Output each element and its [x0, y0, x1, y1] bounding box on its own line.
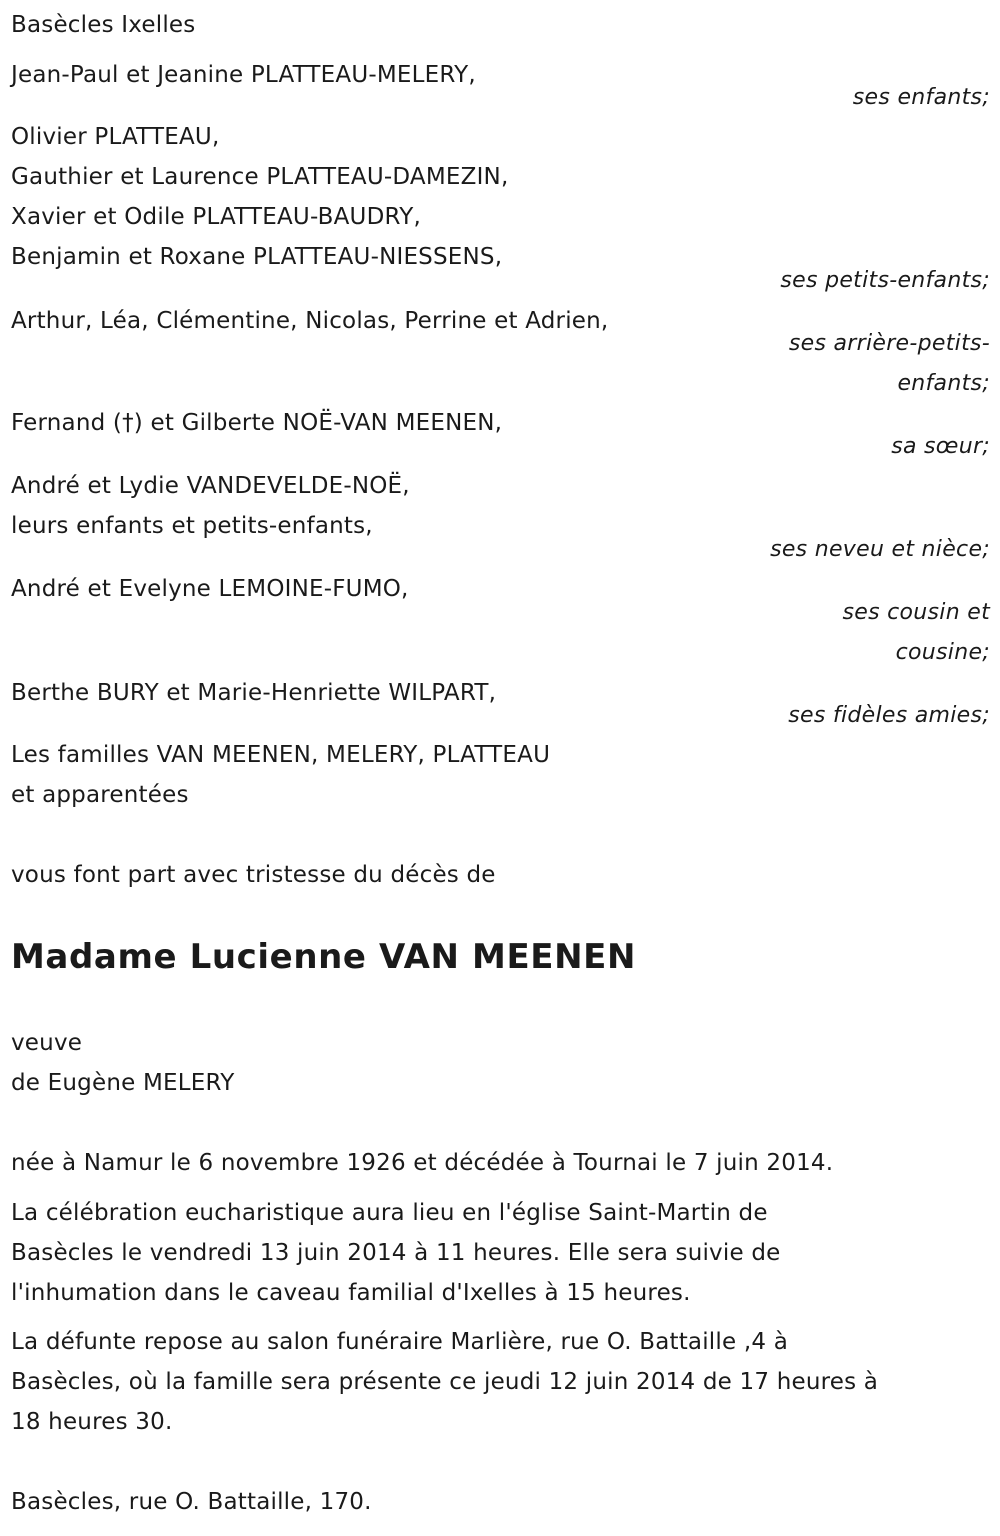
grandchild-line: Gauthier et Laurence PLATTEAU-DAMEZIN, [11, 164, 509, 190]
cousins-role: cousine; [895, 640, 990, 665]
cousins-role: ses cousin et [842, 600, 990, 625]
nephew-niece-names: André et Lydie VANDEVELDE-NOË, [11, 473, 410, 499]
visitation-text: La défunte repose au salon funéraire Marlière, rue O. Battaille ,4 à [11, 1329, 789, 1355]
address: Basècles, rue O. Battaille, 170. [11, 1489, 372, 1515]
grandchild-line: Benjamin et Roxane PLATTEAU-NIESSENS, [11, 244, 503, 270]
children-names: Jean-Paul et Jeanine PLATTEAU-MELERY, [11, 62, 476, 88]
visitation-text: Basècles, où la famille sera présente ce jeudi 12 juin 2014 de 17 heures à [11, 1369, 879, 1395]
ceremony-text: La célébration eucharistique aura lieu en l'église Saint-Martin de [11, 1200, 768, 1226]
sister-role: sa sœur; [891, 434, 990, 459]
grandchild-line: Olivier PLATTEAU, [11, 124, 220, 150]
ceremony-text: Basècles le vendredi 13 juin 2014 à 11 heures. Elle sera suivie de [11, 1240, 781, 1266]
great-grandchildren-role: enfants; [897, 371, 990, 396]
children-role: ses enfants; [852, 85, 990, 110]
nephew-niece-names: leurs enfants et petits-enfants, [11, 513, 373, 539]
widow-status: veuve [11, 1030, 83, 1056]
friends-names: Berthe BURY et Marie-Henriette WILPART, [11, 680, 497, 706]
deceased-name: Madame Lucienne VAN MEENEN [11, 937, 637, 977]
families-line: Les familles VAN MEENEN, MELERY, PLATTEAU [11, 742, 551, 768]
widow-status: de Eugène MELERY [11, 1070, 235, 1096]
localities-header: Basècles Ixelles [11, 12, 196, 38]
visitation-text: 18 heures 30. [11, 1409, 173, 1435]
friends-role: ses fidèles amies; [788, 703, 990, 728]
grandchild-line: Xavier et Odile PLATTEAU-BAUDRY, [11, 204, 421, 230]
nephew-niece-role: ses neveu et nièce; [770, 537, 990, 562]
grandchildren-role: ses petits-enfants; [780, 268, 990, 293]
families-line: et apparentées [11, 782, 189, 808]
announcement: vous font part avec tristesse du décès de [11, 862, 496, 888]
sister-names: Fernand (†) et Gilberte NOË-VAN MEENEN, [11, 410, 503, 436]
great-grandchildren-names: Arthur, Léa, Clémentine, Nicolas, Perrine et Adrien, [11, 308, 609, 334]
cousins-names: André et Evelyne LEMOINE-FUMO, [11, 576, 409, 602]
great-grandchildren-role: ses arrière-petits- [788, 331, 990, 356]
life-dates: née à Namur le 6 novembre 1926 et décédée à Tournai le 7 juin 2014. [11, 1150, 834, 1176]
ceremony-text: l'inhumation dans le caveau familial d'Ixelles à 15 heures. [11, 1280, 691, 1306]
